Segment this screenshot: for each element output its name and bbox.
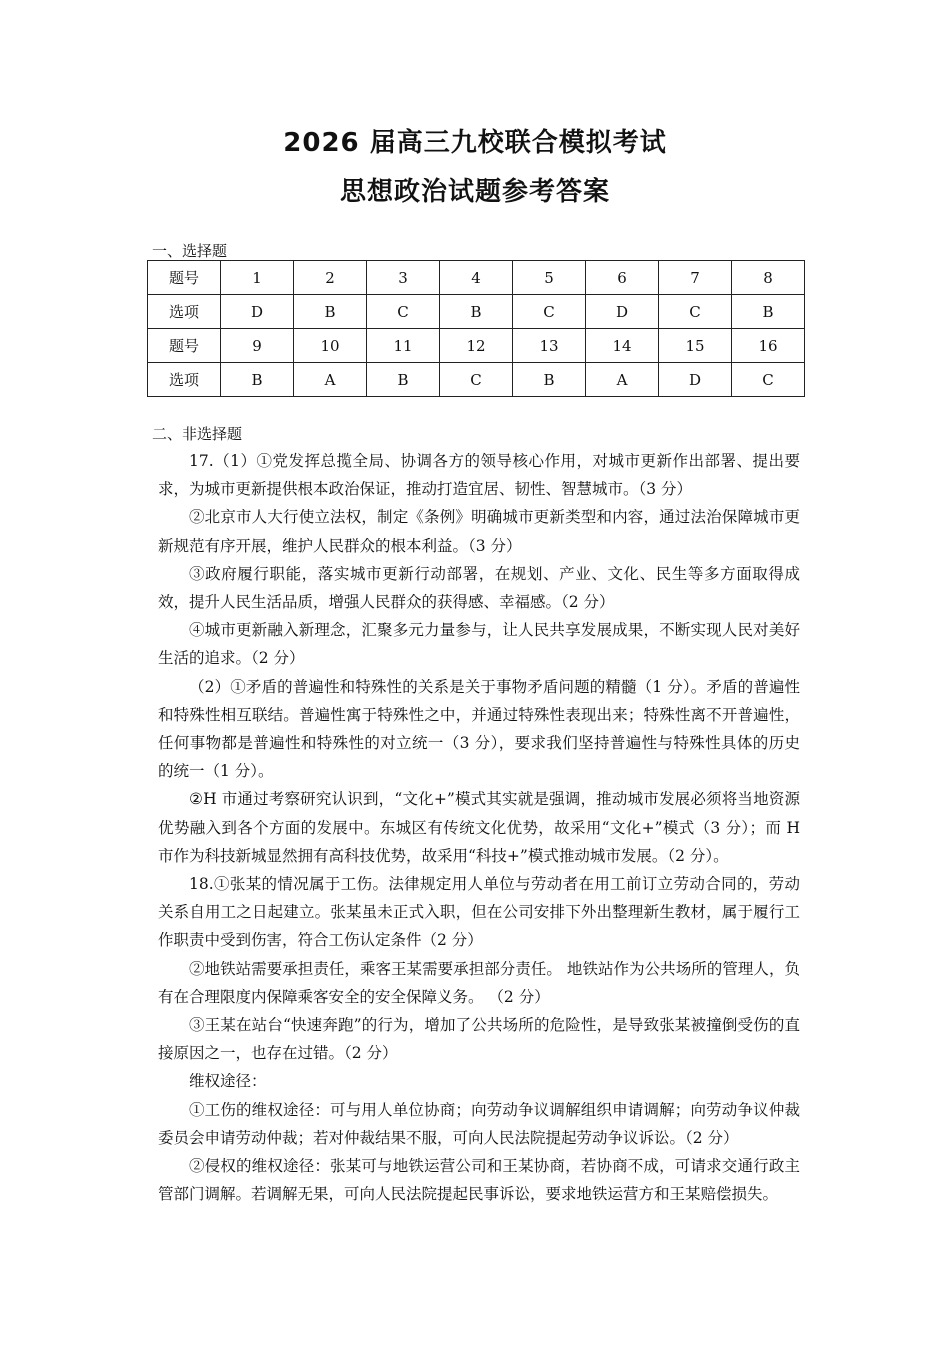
answer-paragraph: ②地铁站需要承担责任，乘客王某需要承担部分责任。 地铁站作为公共场所的管理人，负有在合理限度内保障乘客安全的安全保障义务。 （2 分） xyxy=(158,959,800,1006)
page-title: 2026 届高三九校联合模拟考试 xyxy=(283,128,667,158)
table-cell: B xyxy=(513,363,586,397)
section-heading-choice: 一、选择题 xyxy=(152,242,228,260)
table-cell: 1 xyxy=(221,261,294,295)
table-cell: 11 xyxy=(367,329,440,363)
table-row xyxy=(148,295,805,329)
answer-paragraph: ②侵权的维权途径：张某可与地铁运营公司和王某协商，若协商不成，可请求交通行政主管部门调解。若调解无果，可向人民法院提起民事诉讼，要求地铁运营方和王某赔偿损失。 xyxy=(158,1157,800,1204)
table-cell: 3 xyxy=(367,261,440,295)
answer-paragraph: 17.（1）①党发挥总揽全局、协调各方的领导核心作用，对城市更新作出部署、提出要求，为城市更新提供根本政治保证，推动打造宜居、韧性、智慧城市。（3 分） xyxy=(158,452,800,499)
table-cell: B xyxy=(732,295,805,329)
table-cell: 12 xyxy=(440,329,513,363)
table-cell: 6 xyxy=(586,261,659,295)
table-cell: C xyxy=(659,295,732,329)
answer-table xyxy=(147,260,805,397)
answer-paragraph: ②北京市人大行使立法权，制定《条例》明确城市更新类型和内容，通过法治保障城市更新规范有序开展，维护人民群众的根本利益。（3 分） xyxy=(158,508,800,555)
table-cell: C xyxy=(732,363,805,397)
table-cell: B xyxy=(440,295,513,329)
table-cell: 2 xyxy=(294,261,367,295)
answer-paragraph: （2）①矛盾的普遍性和特殊性的关系是关于事物矛盾问题的精髓（1 分）。矛盾的普遍性和特殊性相互联结。普遍性寓于特殊性之中，并通过特殊性表现出来；特殊性离不开普遍性，任何事物都是普遍性和特殊性的对立统一（3 分），要求我们坚持普遍性与特殊性具体的历史的统一（1 分）。 xyxy=(158,677,800,781)
table-cell: D xyxy=(659,363,732,397)
table-cell: B xyxy=(294,295,367,329)
table-cell: D xyxy=(221,295,294,329)
table-cell: D xyxy=(586,295,659,329)
table-cell: A xyxy=(586,363,659,397)
table-cell: 4 xyxy=(440,261,513,295)
table-cell: B xyxy=(367,363,440,397)
answer-paragraph: ③王某在站台“快速奔跑”的行为，增加了公共场所的危险性，是导致张某被撞倒受伤的直接原因之一，也存在过错。（2 分） xyxy=(158,1016,800,1063)
section-heading-nonchoice: 二、非选择题 xyxy=(152,425,243,443)
table-cell: 8 xyxy=(732,261,805,295)
table-cell: 7 xyxy=(659,261,732,295)
table-cell: C xyxy=(440,363,513,397)
table-cell: C xyxy=(367,295,440,329)
table-cell: 10 xyxy=(294,329,367,363)
table-cell: 题号 xyxy=(148,261,221,295)
table-row xyxy=(148,329,805,363)
table-cell: 9 xyxy=(221,329,294,363)
table-cell: 14 xyxy=(586,329,659,363)
table-cell: 15 xyxy=(659,329,732,363)
answer-paragraph: ①工伤的维权途径：可与用人单位协商；向劳动争议调解组织申请调解；向劳动争议仲裁委员会申请劳动仲裁；若对仲裁结果不服，可向人民法院提起劳动争议诉讼。（2 分） xyxy=(158,1100,800,1147)
table-cell: A xyxy=(294,363,367,397)
page-subtitle: 思想政治试题参考答案 xyxy=(339,177,610,207)
table-cell: B xyxy=(221,363,294,397)
table-cell: 16 xyxy=(732,329,805,363)
answer-body xyxy=(158,447,800,1208)
table-cell: 13 xyxy=(513,329,586,363)
table-row xyxy=(148,261,805,295)
table-cell: 选项 xyxy=(148,363,221,397)
table-cell: 选项 xyxy=(148,295,221,329)
table-row xyxy=(148,363,805,397)
answer-paragraph: ②H 市通过考察研究认识到，“文化+”模式其实就是强调，推动城市发展必须将当地资源优势融入到各个方面的发展中。东城区有传统文化优势，故采用“文化+”模式（3 分）；而 H 市作为科技新城显然拥有高科技优势，故采用“科技+”模式推动城市发展。（2 分）。 xyxy=(158,790,800,865)
answer-paragraph: 18.①张某的情况属于工伤。法律规定用人单位与劳动者在用工前订立劳动合同的，劳动关系自用工之日起建立。张某虽未正式入职，但在公司安排下外出整理新生教材，属于履行工作职责中受到伤害，符合工伤认定条件（2 分） xyxy=(158,875,800,950)
table-cell: 5 xyxy=(513,261,586,295)
table-cell: 题号 xyxy=(148,329,221,363)
answer-paragraph: ④城市更新融入新理念，汇聚多元力量参与，让人民共享发展成果，不断实现人民对美好生活的追求。（2 分） xyxy=(158,621,800,668)
answer-paragraph: ③政府履行职能，落实城市更新行动部署，在规划、产业、文化、民生等多方面取得成效，提升人民生活品质，增强人民群众的获得感、幸福感。（2 分） xyxy=(158,564,800,612)
table-cell: C xyxy=(513,295,586,329)
answer-paragraph: 维权途径： xyxy=(189,1072,267,1091)
